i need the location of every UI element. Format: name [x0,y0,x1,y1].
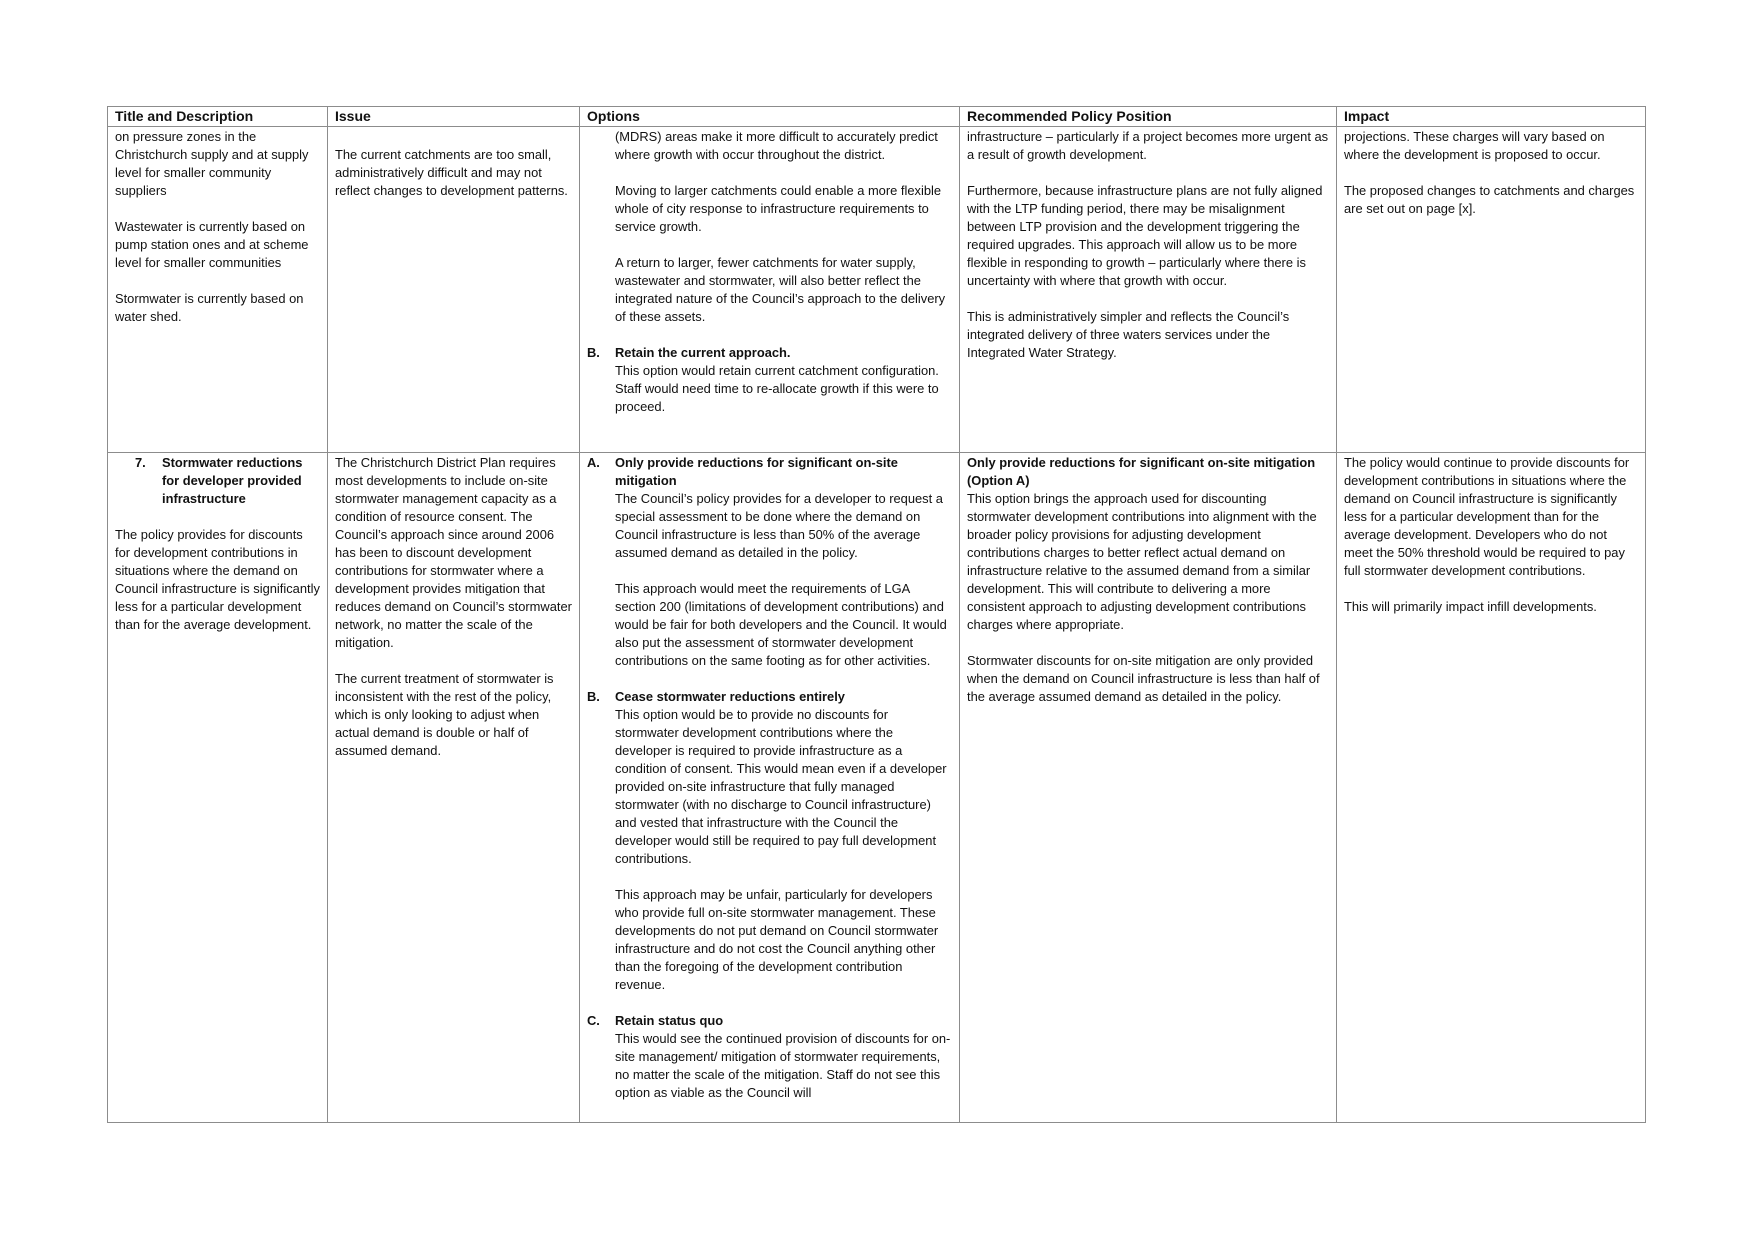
option-text: This approach may be unfair, particularly for developers who provide full on-site stormwater management. These developments do not put demand on Council stormwater infrastructure and do not cost the Council anything other than the foregoing of the development contribution revenue. [615,887,939,992]
row1-option-b [587,344,952,416]
row2-issue-cell [328,453,580,1123]
row1-options-cell [580,127,960,453]
row1-recommended-cell [960,127,1337,453]
option-text: This option would retain current catchment configuration. Staff would need time to re-allocate growth if this were to proceed. [615,363,939,414]
row2-option-a [587,454,952,670]
header-issue: Issue [328,107,580,127]
row2-issue-para: The current treatment of stormwater is inconsistent with the rest of the policy, which is only looking to adjust when actual demand is double or half of assumed demand. [335,671,554,758]
header-recommended-policy: Recommended Policy Position [960,107,1337,127]
option-title: Retain the current approach. [615,345,791,360]
row1-issue-cell [328,127,580,453]
row1-option-para: Moving to larger catchments could enable a more flexible whole of city response to infrastructure requirements to service growth. [615,183,942,234]
option-text: This approach would meet the requirements of LGA section 200 (limitations of development contributions) and would be fair for both developers and the Council. It would also put the assessment of stormwater development contributions on the same footing as for other activities. [615,581,947,668]
row1-impact-para: projections. These charges will vary based on where the development is proposed to occur. [1344,129,1605,162]
row2-impact-para: The policy would continue to provide discounts for development contributions in situations where the demand on Council infrastructure is significantly less for a particular development than for the average development. Developers who do not meet the 50% threshold would be required to pay full stormwater development contributions. [1344,455,1630,578]
row2-recommended-para: Stormwater discounts for on-site mitigation are only provided when the demand on Council infrastructure is less than half of the average assumed demand as detailed in the policy. [967,653,1320,704]
option-letter: B. [587,689,600,704]
option-text: The Council’s policy provides for a developer to request a special assessment to be done where the demand on Council infrastructure is less than 50% of the average assumed demand as detailed in the policy. [615,491,943,560]
row1-issue-para: The current catchments are too small, administratively difficult and may not reflect changes to development patterns. [335,147,568,198]
row1-title-para: Wastewater is currently based on pump station ones and at scheme level for smaller communities [115,219,309,270]
row1-impact-cell [1337,127,1646,453]
row1-impact-para: The proposed changes to catchments and charges are set out on page [x]. [1344,183,1635,216]
row2-number: 7. [135,455,146,470]
option-title: Retain status quo [615,1013,724,1028]
row1-recommended-para: Furthermore, because infrastructure plans are not fully aligned with the LTP funding period, there may be misalignment between LTP provision and the development triggering the required upgrades. This approach will allow us to be more flexible in responding to growth – particularly where there is uncertainty with where that growth with occur. [967,183,1323,288]
row2-title: Stormwater reductions for developer provided infrastructure [162,455,303,506]
option-title: Only provide reductions for significant on-site mitigation [615,455,898,488]
row1-recommended-para: This is administratively simpler and reflects the Council’s integrated delivery of three waters services under the Integrated Water Strategy. [967,309,1290,360]
row2-impact-cell [1337,453,1646,1123]
option-letter: C. [587,1013,600,1028]
table-header-row [108,107,1646,127]
table-row [108,127,1646,453]
row1-option-para: (MDRS) areas make it more difficult to accurately predict where growth with occur throughout the district. [615,129,938,162]
option-letter: B. [587,345,600,360]
row1-option-para: A return to larger, fewer catchments for water supply, wastewater and stormwater, will also better reflect the integrated nature of the Council’s approach to the delivery of these assets. [615,255,946,324]
row1-recommended-para: infrastructure – particularly if a project becomes more urgent as a result of growth development. [967,129,1329,162]
policy-table-page [107,106,1645,1123]
header-impact: Impact [1337,107,1646,127]
option-letter: A. [587,455,600,470]
header-title-description: Title and Description [108,107,328,127]
row2-recommended-cell [960,453,1337,1123]
row2-options-cell [580,453,960,1123]
row2-description: The policy provides for discounts for development contributions in situations where the demand on Council infrastructure is significantly less for a particular development than for the average development. [115,527,320,632]
policy-options-table [107,106,1646,1123]
row1-title-para: on pressure zones in the Christchurch supply and at supply level for smaller community suppliers [115,129,309,198]
row2-recommended-para: This option brings the approach used for discounting stormwater development contributions into alignment with the broader policy provisions for adjusting development contributions charges to better reflect actual demand on infrastructure relative to the assumed demand from a similar development. This will contribute to delivering a more consistent approach to adjusting development contributions charges where appropriate. [967,491,1317,632]
option-text: This option would be to provide no discounts for stormwater development contributions where the developer is required to provide infrastructure as a condition of consent. This would mean even if a developer provided on-site infrastructure that fully managed stormwater (with no discharge to Council infrastructure) and vested that infrastructure with the Council the developer would still be required to pay full development contributions. [615,707,947,866]
row2-numbered-title [115,454,320,508]
option-title: Cease stormwater reductions entirely [615,689,845,704]
table-row [108,453,1646,1123]
row2-option-c [587,1012,952,1102]
row1-title-para: Stormwater is currently based on water shed. [115,291,304,324]
row1-title-cell [108,127,328,453]
row2-recommended-title: Only provide reductions for significant on-site mitigation (Option A) [967,455,1316,488]
row2-title-cell [108,453,328,1123]
option-text: This would see the continued provision of discounts for on-site management/ mitigation of stormwater requirements, no matter the scale of the mitigation. Staff do not see this option as viable as the Council will [615,1031,951,1100]
row2-issue-para: The Christchurch District Plan requires most developments to include on-site stormwater management capacity as a condition of resource consent. The Council’s approach since around 2006 has been to discount development contributions for stormwater where a development provides mitigation that reduces demand on Council’s stormwater network, no matter the scale of the mitigation. [335,455,572,650]
row2-impact-para: This will primarily impact infill developments. [1344,599,1597,614]
header-options: Options [580,107,960,127]
row2-option-b [587,688,952,994]
